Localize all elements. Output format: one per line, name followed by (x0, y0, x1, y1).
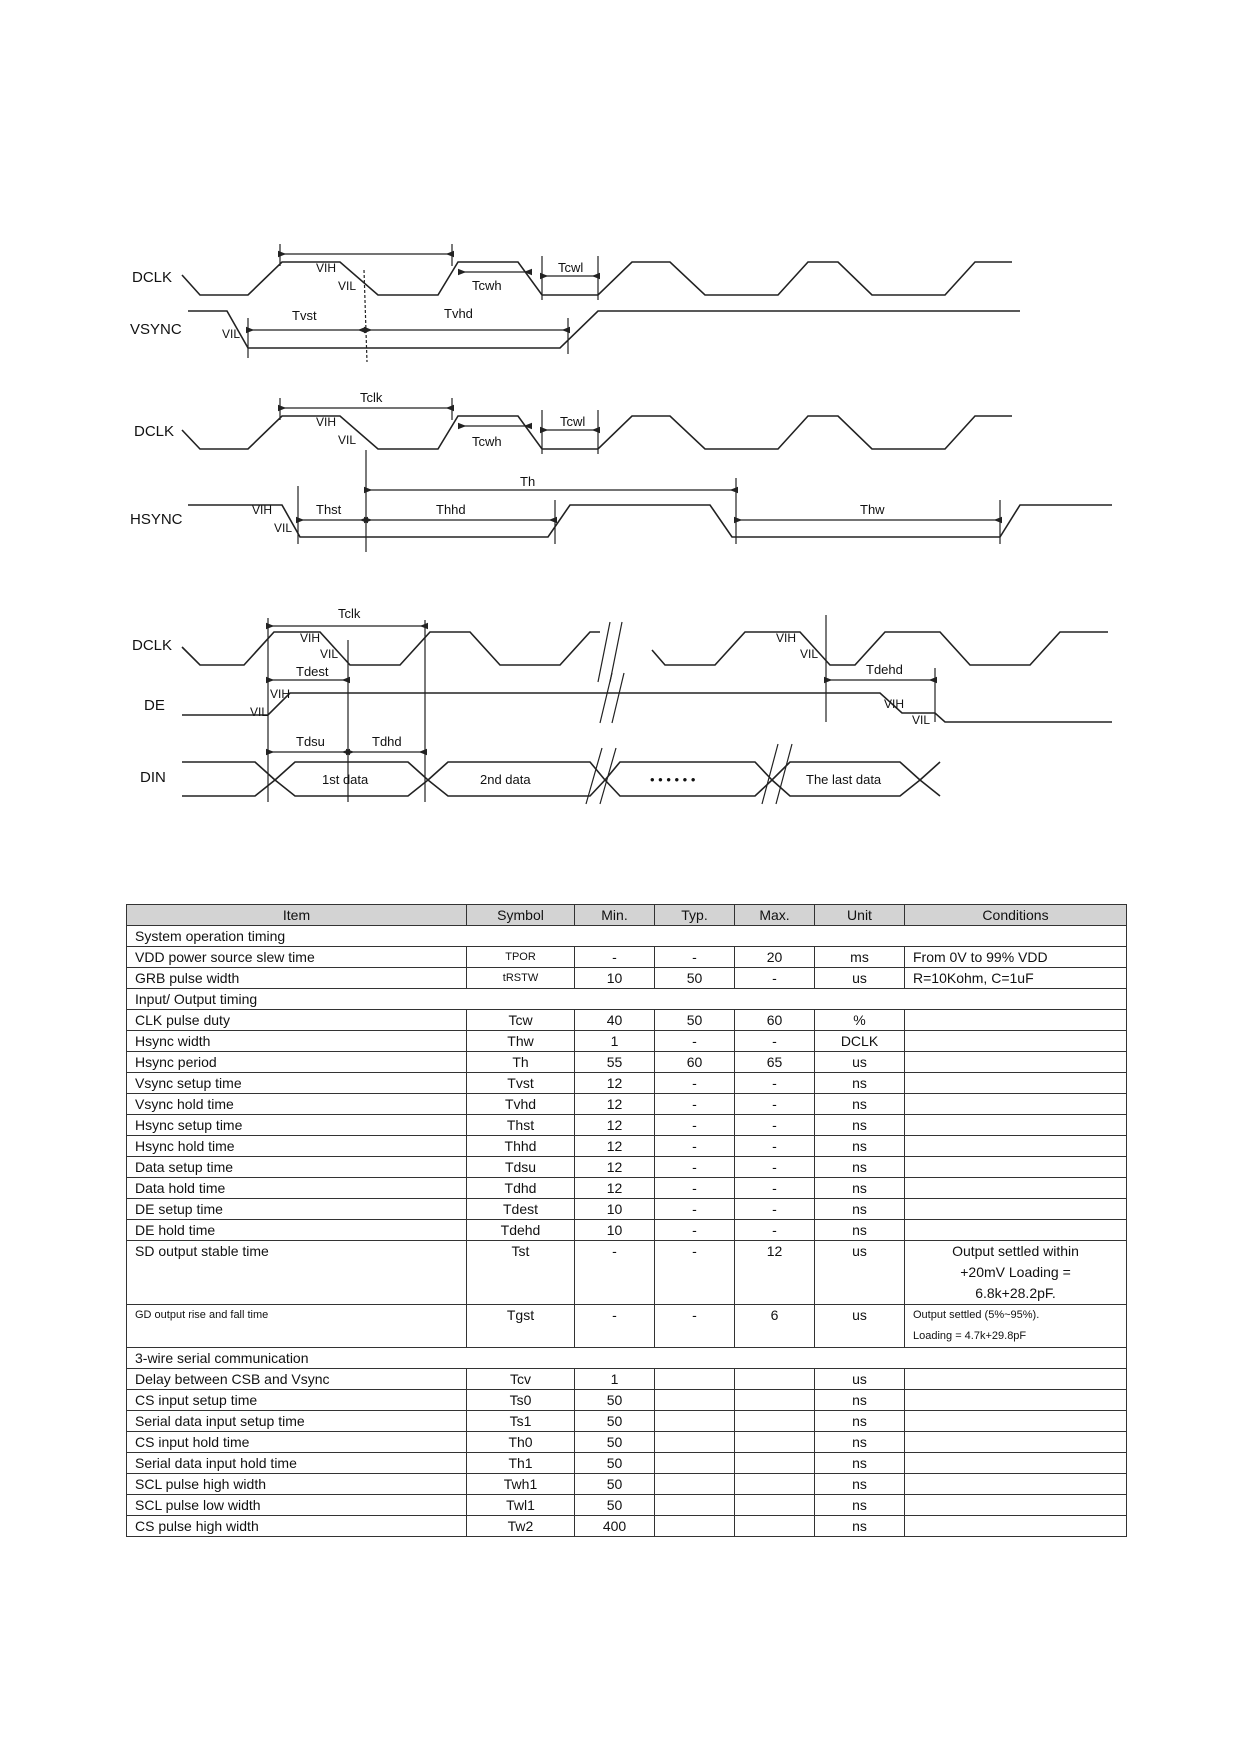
cell-item: CLK pulse duty (127, 1010, 467, 1031)
cell-min: 50 (575, 1411, 655, 1432)
cell-item: GD output rise and fall time (127, 1305, 467, 1348)
cell-conditions (905, 1495, 1127, 1516)
cell-typ (655, 1453, 735, 1474)
cell-min: 10 (575, 1199, 655, 1220)
cell-unit: % (815, 1010, 905, 1031)
cell-max: - (735, 1136, 815, 1157)
cell-unit: DCLK (815, 1031, 905, 1052)
cell-conditions (905, 1073, 1127, 1094)
cell-min: - (575, 1305, 655, 1348)
header-min: Min. (575, 905, 655, 926)
vil-label-3: VIL (320, 647, 339, 661)
cell-min: 1 (575, 1369, 655, 1390)
cell-symbol: Tdhd (467, 1178, 575, 1199)
table-row (127, 1305, 1127, 1348)
header-typ: Typ. (655, 905, 735, 926)
tcwh-label-2: Tcwh (472, 434, 502, 449)
vil-label: VIL (338, 279, 357, 293)
tdehd-label: Tdehd (866, 662, 903, 677)
cell-conditions: Output settled within +20mV Loading = 6.8k+28.2pF. (905, 1241, 1127, 1305)
cell-unit: us (815, 1052, 905, 1073)
table-row (127, 1495, 1127, 1516)
table-row (127, 1073, 1127, 1094)
cell-max (735, 1516, 815, 1537)
dclk-waveform-3b (652, 632, 1108, 665)
cell-unit: ns (815, 1220, 905, 1241)
cell-typ: - (655, 1305, 735, 1348)
cell-max: - (735, 1199, 815, 1220)
cell-unit: ns (815, 1390, 905, 1411)
cell-max (735, 1432, 815, 1453)
cell-max: - (735, 1073, 815, 1094)
cell-min: 10 (575, 1220, 655, 1241)
table-body (127, 926, 1127, 1537)
cell-conditions (905, 1157, 1127, 1178)
header-unit: Unit (815, 905, 905, 926)
tvhd-label: Tvhd (444, 306, 473, 321)
timing-spec-table (126, 904, 1127, 1537)
cell-typ (655, 1390, 735, 1411)
vih-label-3: VIH (300, 631, 321, 645)
cell-symbol: TPOR (467, 947, 575, 968)
cell-symbol: Twl1 (467, 1495, 575, 1516)
cell-typ (655, 1495, 735, 1516)
cell-conditions (905, 1516, 1127, 1537)
cell-typ: - (655, 1220, 735, 1241)
cell-symbol: Th (467, 1052, 575, 1073)
cell-symbol: Tgst (467, 1305, 575, 1348)
vih-label-de: VIH (270, 687, 291, 701)
cell-conditions (905, 1220, 1127, 1241)
cell-unit: ns (815, 1516, 905, 1537)
cell-min: 12 (575, 1178, 655, 1199)
cell-typ: - (655, 1157, 735, 1178)
cell-unit: ns (815, 1411, 905, 1432)
signal-label-vsync: VSYNC (130, 321, 182, 338)
cell-typ: - (655, 1241, 735, 1305)
vil-label-de-2: VIL (912, 713, 931, 727)
cell-conditions (905, 1094, 1127, 1115)
dclk-waveform-2 (182, 416, 1012, 449)
cell-max (735, 1369, 815, 1390)
signal-label-dclk-2: DCLK (134, 423, 175, 440)
cell-max: - (735, 1094, 815, 1115)
cell-typ: - (655, 947, 735, 968)
vih-label-2: VIH (316, 415, 337, 429)
cell-conditions (905, 1369, 1127, 1390)
cell-unit: us (815, 1241, 905, 1305)
table-row (127, 1369, 1127, 1390)
cell-symbol: Tdsu (467, 1157, 575, 1178)
cell-item: Hsync hold time (127, 1136, 467, 1157)
table-row (127, 1390, 1127, 1411)
cell-unit: ns (815, 1432, 905, 1453)
tcwh-label: Tcwh (472, 278, 502, 293)
table-row (127, 1474, 1127, 1495)
cell-item: DE hold time (127, 1220, 467, 1241)
cell-symbol: Th1 (467, 1453, 575, 1474)
table-section-row (127, 1348, 1127, 1369)
cell-conditions (905, 1390, 1127, 1411)
vih-label: VIH (316, 261, 337, 275)
header-conditions: Conditions (905, 905, 1127, 926)
cell-item: Delay between CSB and Vsync (127, 1369, 467, 1390)
header-max: Max. (735, 905, 815, 926)
thhd-label: Thhd (436, 502, 466, 517)
cell-symbol: Tvst (467, 1073, 575, 1094)
cell-max: 65 (735, 1052, 815, 1073)
cell-symbol: Ts0 (467, 1390, 575, 1411)
cell-conditions (905, 1474, 1127, 1495)
cell-unit: ns (815, 1178, 905, 1199)
cell-min: 50 (575, 1453, 655, 1474)
table-row (127, 1052, 1127, 1073)
cell-item: Hsync period (127, 1052, 467, 1073)
th-label: Th (520, 474, 536, 489)
cell-max: - (735, 1157, 815, 1178)
vil-label-3b: VIL (800, 647, 819, 661)
table-row (127, 1010, 1127, 1031)
cell-item: Vsync setup time (127, 1073, 467, 1094)
vil-label-vsync: VIL (222, 327, 241, 341)
cell-symbol: Tst (467, 1241, 575, 1305)
cell-unit: ns (815, 1199, 905, 1220)
signal-label-hsync: HSYNC (130, 511, 183, 528)
tclk-label-2: Tclk (360, 390, 383, 405)
cell-unit: us (815, 1369, 905, 1390)
cell-max: 60 (735, 1010, 815, 1031)
din-first-data: 1st data (322, 772, 369, 787)
table-row (127, 947, 1127, 968)
cell-typ (655, 1369, 735, 1390)
cell-item: CS input setup time (127, 1390, 467, 1411)
table-section-row (127, 989, 1127, 1010)
cell-item: Data setup time (127, 1157, 467, 1178)
cell-symbol: Th0 (467, 1432, 575, 1453)
table-row (127, 1432, 1127, 1453)
cell-max (735, 1411, 815, 1432)
cell-typ (655, 1516, 735, 1537)
cell-item: GRB pulse width (127, 968, 467, 989)
section-title: 3-wire serial communication (127, 1348, 1127, 1369)
cell-min: 12 (575, 1073, 655, 1094)
cell-min: - (575, 947, 655, 968)
cell-min: 12 (575, 1136, 655, 1157)
vil-label-de: VIL (250, 705, 269, 719)
cell-conditions (905, 1178, 1127, 1199)
table-header-row (127, 905, 1127, 926)
cell-symbol: Ts1 (467, 1411, 575, 1432)
cell-typ: 60 (655, 1052, 735, 1073)
cell-typ: - (655, 1115, 735, 1136)
tdsu-label: Tdsu (296, 734, 325, 749)
cell-symbol: Twh1 (467, 1474, 575, 1495)
cell-min: 12 (575, 1094, 655, 1115)
cell-symbol: Tcw (467, 1010, 575, 1031)
signal-label-de: DE (144, 697, 165, 714)
cell-conditions: R=10Kohm, C=1uF (905, 968, 1127, 989)
cell-unit: us (815, 1305, 905, 1348)
dclk-waveform-3 (182, 632, 600, 665)
din-last-data: The last data (806, 772, 882, 787)
header-symbol: Symbol (467, 905, 575, 926)
cell-item: CS input hold time (127, 1432, 467, 1453)
vih-label-hsync: VIH (252, 503, 273, 517)
cell-unit: us (815, 968, 905, 989)
dclk-waveform (182, 262, 1012, 295)
cell-typ (655, 1474, 735, 1495)
cell-min: 10 (575, 968, 655, 989)
din-second-data: 2nd data (480, 772, 531, 787)
cell-item: Serial data input hold time (127, 1453, 467, 1474)
table-row (127, 1453, 1127, 1474)
cell-unit: ns (815, 1073, 905, 1094)
cell-max (735, 1495, 815, 1516)
cell-min: 50 (575, 1390, 655, 1411)
cell-typ: - (655, 1199, 735, 1220)
cell-min: 50 (575, 1474, 655, 1495)
cell-symbol: Thst (467, 1115, 575, 1136)
table-row (127, 1178, 1127, 1199)
table-row (127, 1411, 1127, 1432)
cell-item: VDD power source slew time (127, 947, 467, 968)
cell-min: 400 (575, 1516, 655, 1537)
tcwl-label: Tcwl (558, 260, 584, 275)
cell-max (735, 1474, 815, 1495)
section-title: System operation timing (127, 926, 1127, 947)
cell-min: 1 (575, 1031, 655, 1052)
cell-unit: ms (815, 947, 905, 968)
tdest-label: Tdest (296, 664, 329, 679)
cell-symbol: Tw2 (467, 1516, 575, 1537)
cell-symbol: Thw (467, 1031, 575, 1052)
cell-max (735, 1390, 815, 1411)
cell-unit: ns (815, 1453, 905, 1474)
signal-label-dclk-3: DCLK (132, 637, 173, 654)
table-row (127, 1031, 1127, 1052)
cell-min: 55 (575, 1052, 655, 1073)
cell-symbol: Tdest (467, 1199, 575, 1220)
cell-symbol: tRSTW (467, 968, 575, 989)
cell-conditions: Output settled (5%~95%). Loading = 4.7k+29.8pF (905, 1305, 1127, 1348)
cell-max: - (735, 1178, 815, 1199)
cell-item: SCL pulse high width (127, 1474, 467, 1495)
cell-max: 12 (735, 1241, 815, 1305)
cell-max: - (735, 1220, 815, 1241)
cell-item: Vsync hold time (127, 1094, 467, 1115)
cell-symbol: Tdehd (467, 1220, 575, 1241)
cell-conditions (905, 1432, 1127, 1453)
cell-max: - (735, 1115, 815, 1136)
tclk-label-3: Tclk (338, 606, 361, 621)
cell-unit: ns (815, 1094, 905, 1115)
hsync-timing-diagram (130, 390, 1112, 552)
break-mark-2 (600, 673, 624, 723)
vih-label-3b: VIH (776, 631, 797, 645)
cell-item: Serial data input setup time (127, 1411, 467, 1432)
cell-symbol: Tcv (467, 1369, 575, 1390)
cell-typ (655, 1432, 735, 1453)
thw-label: Thw (860, 502, 885, 517)
cell-unit: ns (815, 1115, 905, 1136)
vih-label-de-2: VIH (884, 697, 905, 711)
cell-max (735, 1453, 815, 1474)
cell-min: 12 (575, 1115, 655, 1136)
cell-symbol: Thhd (467, 1136, 575, 1157)
cell-typ: - (655, 1136, 735, 1157)
section-title: Input/ Output timing (127, 989, 1127, 1010)
cell-unit: ns (815, 1495, 905, 1516)
tdhd-label: Tdhd (372, 734, 402, 749)
cell-conditions (905, 1115, 1127, 1136)
cell-conditions (905, 1031, 1127, 1052)
signal-label-dclk: DCLK (132, 269, 173, 286)
cell-item: CS pulse high width (127, 1516, 467, 1537)
cell-max: - (735, 968, 815, 989)
tcwl-label-2: Tcwl (560, 414, 586, 429)
data-timing-diagram (132, 606, 1112, 804)
cell-min: - (575, 1241, 655, 1305)
cell-conditions (905, 1453, 1127, 1474)
cell-item: SCL pulse low width (127, 1495, 467, 1516)
cell-unit: ns (815, 1474, 905, 1495)
cell-typ: - (655, 1094, 735, 1115)
cell-typ: - (655, 1178, 735, 1199)
cell-typ: 50 (655, 968, 735, 989)
cell-min: 12 (575, 1157, 655, 1178)
cell-min: 50 (575, 1432, 655, 1453)
cell-min: 50 (575, 1495, 655, 1516)
cell-conditions (905, 1199, 1127, 1220)
cell-typ: - (655, 1073, 735, 1094)
cell-conditions (905, 1010, 1127, 1031)
table-row (127, 1136, 1127, 1157)
thst-label: Thst (316, 502, 342, 517)
cell-symbol: Tvhd (467, 1094, 575, 1115)
vil-label-hsync: VIL (274, 521, 293, 535)
cell-max: 20 (735, 947, 815, 968)
din-ellipsis: • • • • • • (650, 772, 696, 787)
break-mark-1 (598, 622, 622, 682)
cell-item: DE setup time (127, 1199, 467, 1220)
cell-conditions (905, 1052, 1127, 1073)
tvst-label: Tvst (292, 308, 317, 323)
cell-unit: ns (815, 1157, 905, 1178)
cell-max: 6 (735, 1305, 815, 1348)
table-section-row (127, 926, 1127, 947)
cell-item: Hsync setup time (127, 1115, 467, 1136)
table-row (127, 1094, 1127, 1115)
cell-conditions (905, 1136, 1127, 1157)
cell-conditions (905, 1411, 1127, 1432)
header-item: Item (127, 905, 467, 926)
cell-item: Data hold time (127, 1178, 467, 1199)
table-row (127, 1157, 1127, 1178)
table-row (127, 1115, 1127, 1136)
cell-item: SD output stable time (127, 1241, 467, 1305)
cell-min: 40 (575, 1010, 655, 1031)
table-row (127, 1241, 1127, 1305)
de-waveform (182, 693, 1112, 722)
cell-typ: 50 (655, 1010, 735, 1031)
cell-conditions: From 0V to 99% VDD (905, 947, 1127, 968)
table-row (127, 1220, 1127, 1241)
cell-item: Hsync width (127, 1031, 467, 1052)
cell-typ (655, 1411, 735, 1432)
vil-label-2: VIL (338, 433, 357, 447)
table-row (127, 1516, 1127, 1537)
table-row (127, 968, 1127, 989)
vsync-timing-diagram (130, 244, 1020, 362)
signal-label-din: DIN (140, 769, 166, 786)
table-row (127, 1199, 1127, 1220)
cell-typ: - (655, 1031, 735, 1052)
cell-unit: ns (815, 1136, 905, 1157)
cell-max: - (735, 1031, 815, 1052)
